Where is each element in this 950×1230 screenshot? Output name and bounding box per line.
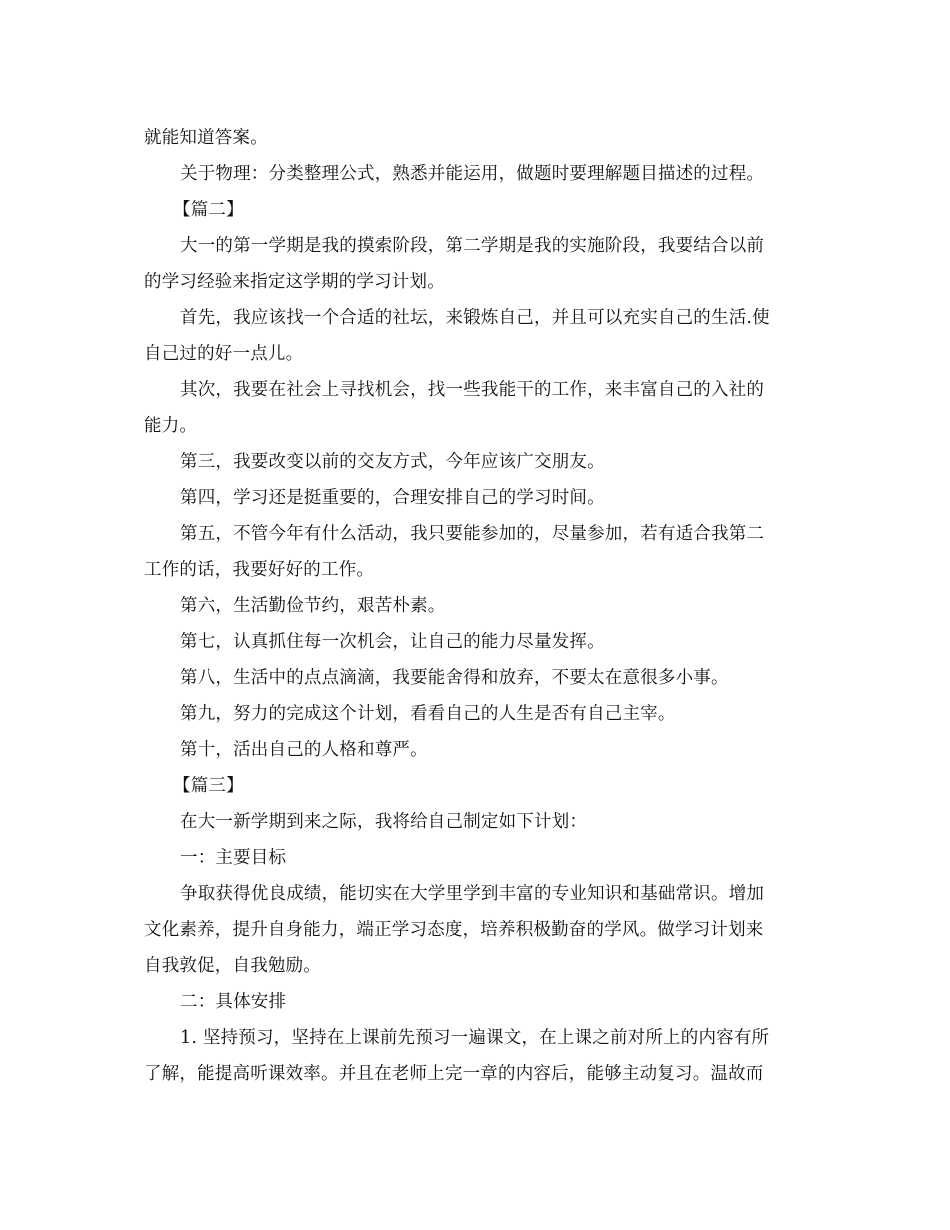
text-line: 自己过的好一点儿。 xyxy=(144,344,304,364)
text-line: 能力。 xyxy=(144,416,198,436)
text-line: 了解，能提高听课效率。并且在老师上完一章的内容后，能够主动复习。温故而 xyxy=(144,1064,764,1084)
text-line: 就能知道答案。 xyxy=(144,128,268,148)
text-line: 工作的话，我要好好的工作。 xyxy=(144,560,375,580)
text-line: 第三，我要改变以前的交友方式，今年应该广交朋友。 xyxy=(180,452,605,472)
text-line: 首先，我应该找一个合适的社坛，来锻炼自己，并且可以充实自己的生活.使 xyxy=(180,308,770,328)
text-line: 争取获得优良成绩，能切实在大学里学到丰富的专业知识和基础常识。增加 xyxy=(180,884,765,904)
subheading: 一：主要目标 xyxy=(180,848,287,868)
text-line: 大一的第一学期是我的摸索阶段，第二学期是我的实施阶段，我要结合以前 xyxy=(180,236,765,256)
text-line: 第十，活出自己的人格和尊严。 xyxy=(180,740,428,760)
text-line: 第四，学习还是挺重要的，合理安排自己的学习时间。 xyxy=(180,488,605,508)
text-line: 1. 坚持预习，坚持在上课前先预习一遍课文，在上课之前对所上的内容有所 xyxy=(180,1028,770,1048)
text-line: 其次，我要在社会上寻找机会，找一些我能干的工作，来丰富自己的入社的 xyxy=(180,380,765,400)
text-line: 第六，生活勤俭节约，艰苦朴素。 xyxy=(180,596,446,616)
text-line: 自我敦促，自我勉励。 xyxy=(144,956,321,976)
text-line: 第八，生活中的点点滴滴，我要能舍得和放弃，不要太在意很多小事。 xyxy=(180,668,729,688)
subheading: 二：具体安排 xyxy=(180,992,287,1012)
section-heading: 【篇三】 xyxy=(173,776,244,796)
text-line: 关于物理：分类整理公式，熟悉并能运用，做题时要理解题目描述的过程。 xyxy=(180,164,765,184)
text-line: 在大一新学期到来之际，我将给自己制定如下计划： xyxy=(180,812,588,832)
section-heading: 【篇二】 xyxy=(173,200,244,220)
text-line: 的学习经验来指定这学期的学习计划。 xyxy=(144,272,445,292)
text-line: 第五，不管今年有什么活动，我只要能参加的，尽量参加，若有适合我第二 xyxy=(180,524,765,544)
text-line: 第七，认真抓住每一次机会，让自己的能力尽量发挥。 xyxy=(180,632,605,652)
text-line: 第九，努力的完成这个计划，看看自己的人生是否有自己主宰。 xyxy=(180,704,676,724)
text-line: 文化素养，提升自身能力，端正学习态度，培养积极勤奋的学风。做学习计划来 xyxy=(144,920,764,940)
